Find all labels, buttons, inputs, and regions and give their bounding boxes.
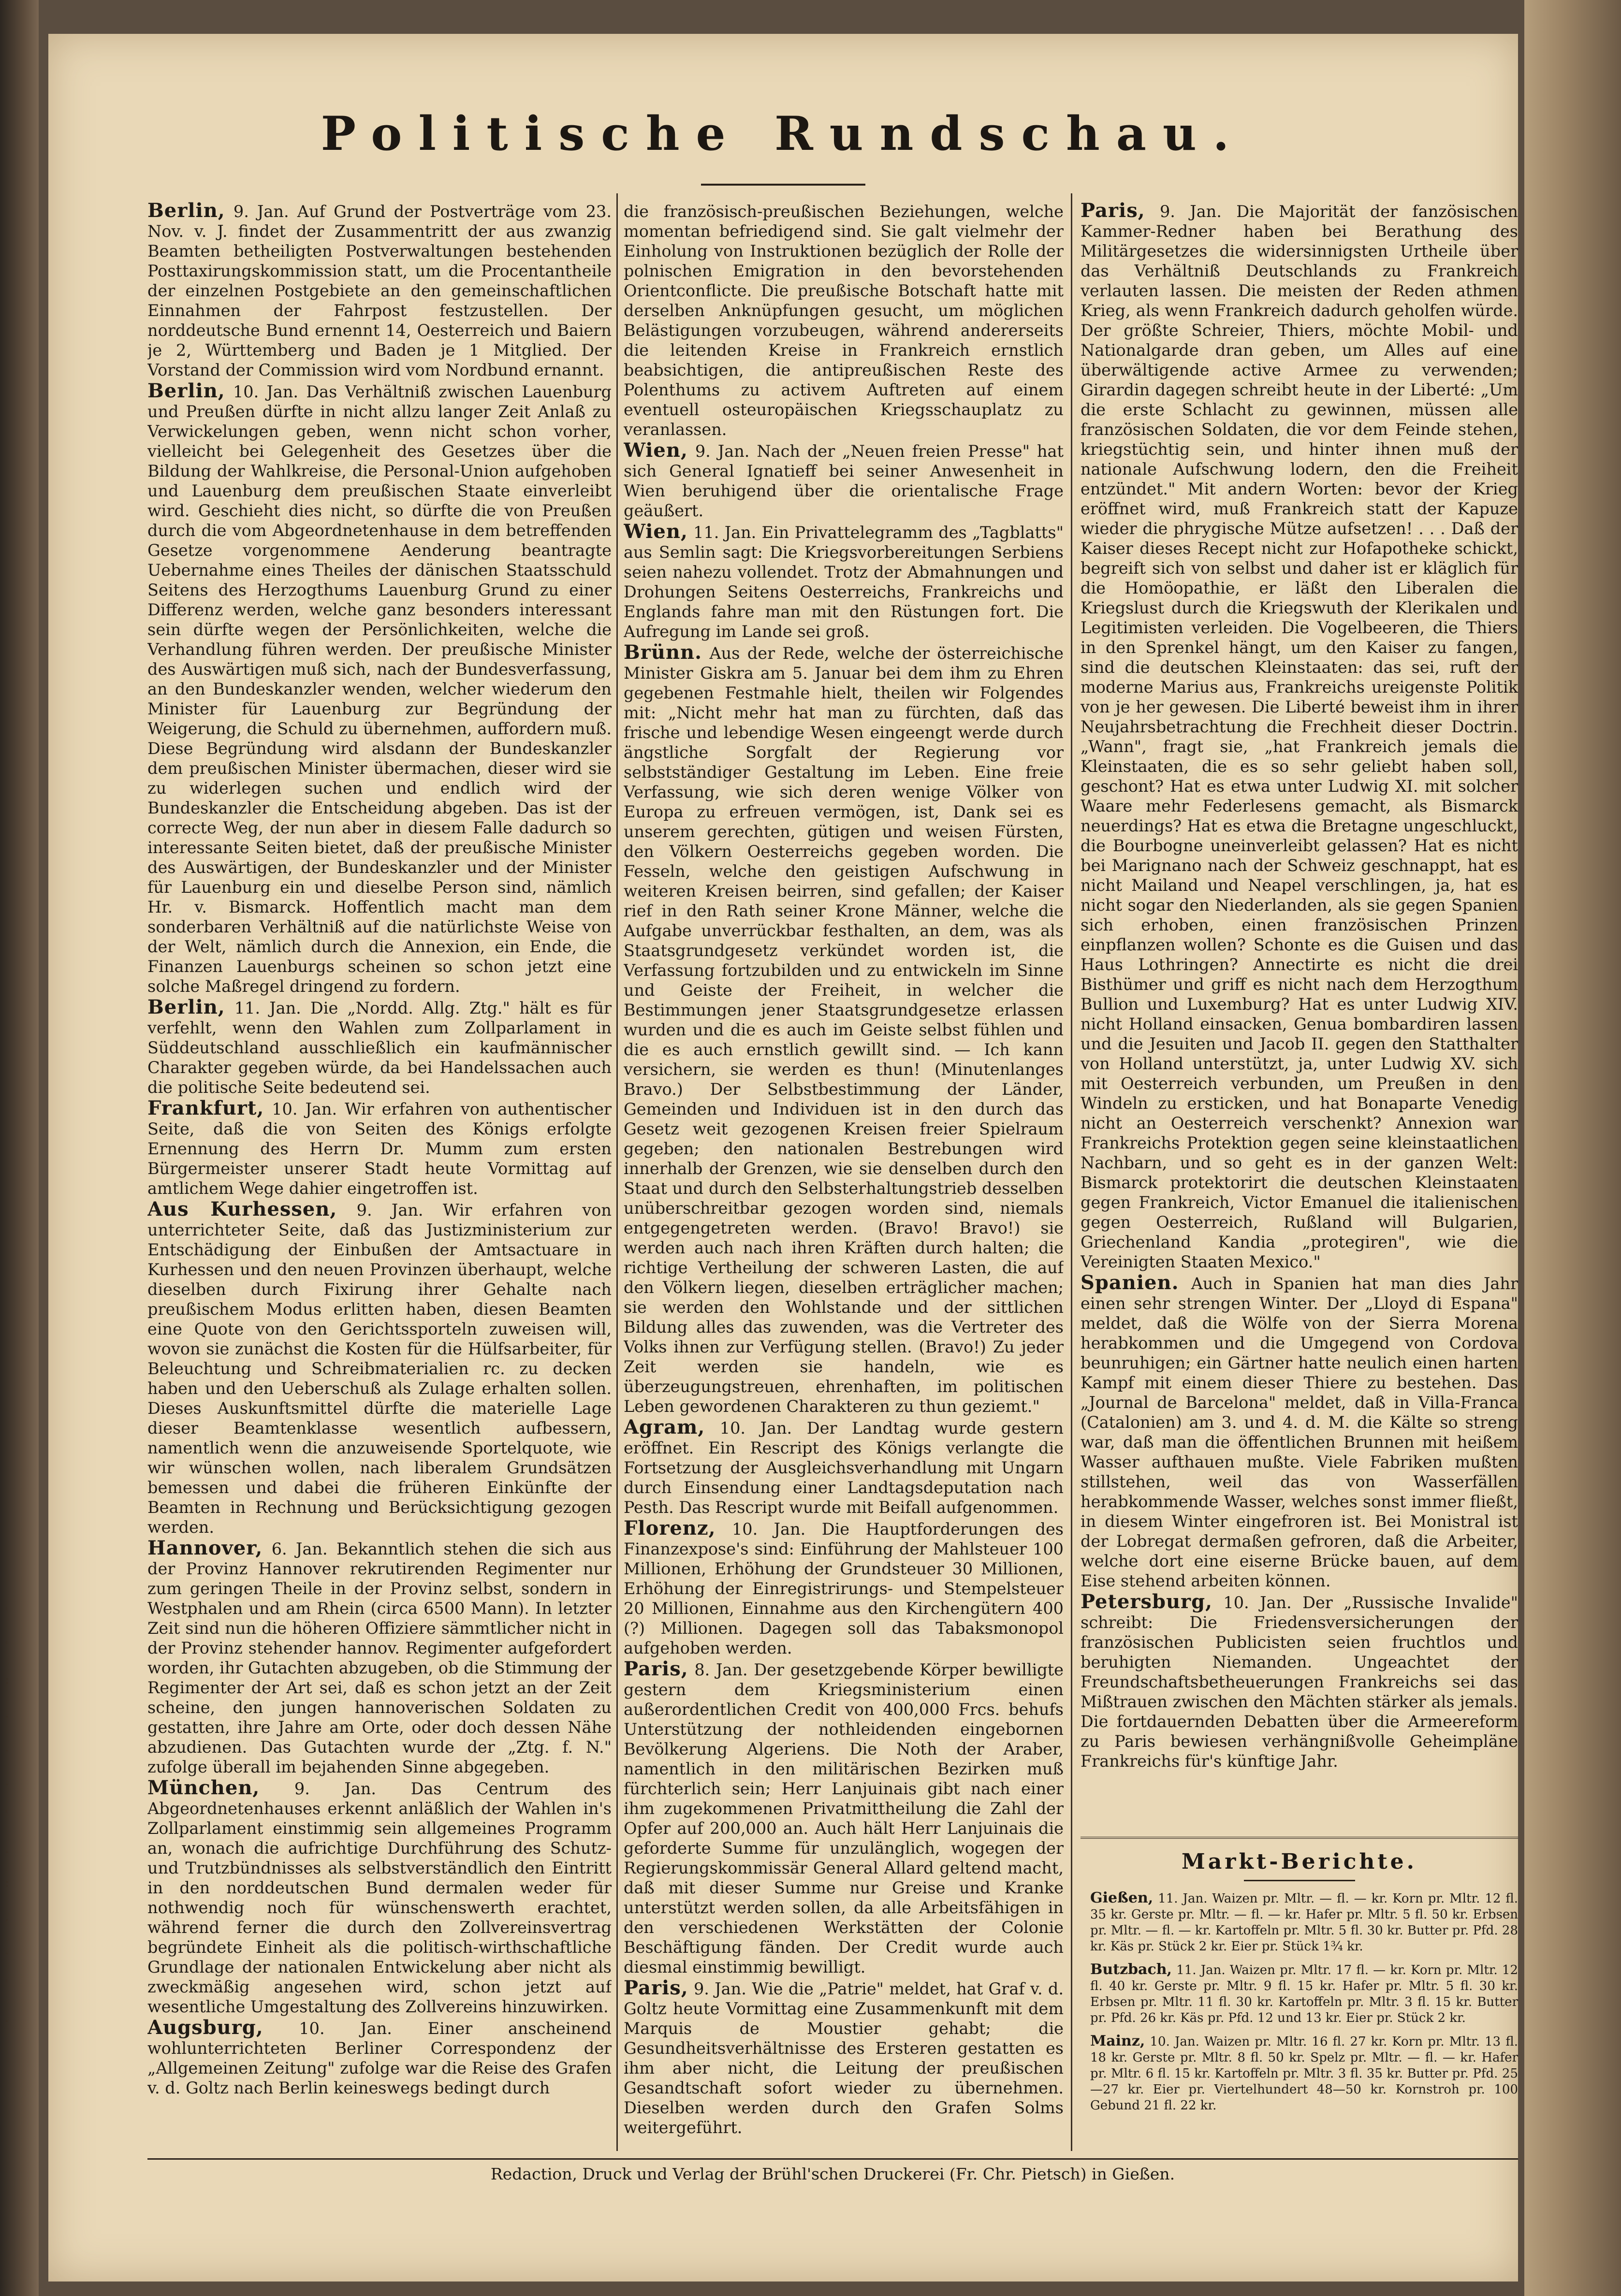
dateline: Spanien. <box>1081 1271 1179 1294</box>
news-item <box>624 522 1064 641</box>
dateline: Augsburg, <box>147 2016 263 2039</box>
scan-edge-left <box>0 0 39 2296</box>
news-text: 9. Jan. Nach der „Neuen freien Presse" hat sich General Ignatieff bei seiner Anwesenheit in Wien beruhigend über die orientalische Frage geäußert. <box>624 442 1064 520</box>
dateline: Florenz, <box>624 1517 716 1540</box>
news-item <box>1081 201 1518 1272</box>
news-text: 10. Jan. Einer anscheinend wohlunterrichteten Berliner Correspondenz der „Allgemeinen Zeitung" zufolge war die Reise des Grafen v. d. Goltz nach Berlin keineswegs bedingt durch <box>147 2019 612 2097</box>
dateline: Brünn. <box>624 641 702 664</box>
news-text: 10. Jan. Der Landtag wurde gestern eröffnet. Ein Rescript des Königs verlangte die Fortsetzung der Ausgleichsverhandlung mit Ungarn durch Einsendung einer Landtagsdeputation nach Pesth. Das Rescript wurde mit Beifall aufgenommen. <box>624 1419 1064 1517</box>
news-text: die französisch-preußischen Beziehungen, welche momentan befriedigend sind. Sie galt vielmehr der Einholung von Instruktionen bezüglich der Rolle der polnischen Emigration in den bevorstehenden Orientconflicte. Die preußische Botschaft hatte mit derselben Anknüpfungen gesucht, um möglichen Belästigungen vorzubeugen, während andererseits die leitenden Kreise in Frankreich ernstlich beabsichtigen, die antipreußischen Reste des Polenthums zu activem Auftreten auf einem eventuell osteuropäischen Kriegsschauplatz zu veranlassen. <box>624 202 1064 439</box>
news-item <box>147 1199 612 1537</box>
news-text: 10. Jan. Der „Russische Invalide" schreibt: Die Friedensversicherungen der französischen Publicisten seien fruchtlos und beruhigten Niemanden. Ungeachtet der Freundschaftsbetheuerungen Frankreichs sei das Mißtrauen zwischen den Mächten stärker als jemals. Die fortdauernden Debatten über die Armeereform zu Paris bewiesen verhängnißvolle Geheimpläne Frankreichs für's künftige Jahr. <box>1081 1593 1518 1771</box>
column-1 <box>147 201 612 2149</box>
dateline: Paris, <box>624 1976 688 1999</box>
news-text: 8. Jan. Der gesetzgebende Körper bewilligte gestern dem Kriegsministerium einen außerordentlichen Credit von 400,000 Frcs. behufs Unterstützung der nothleidenden eingebornen Bevölkerung Algeriens. Die Noth der Araber, namentlich in den militärischen Bezirken muß fürchterlich sein; Herr Lanjuinais gibt nach einer ihm zugekommenen Privatmittheilung die Zahl der Opfer auf 200,000 an. Auch hält Herr Lanjuinais die geforderte Summe für unzulänglich, wogegen der Regierungskommissär General Allard geltend macht, daß mit dieser Summe nur Greise und Kranke unterstützt werden sollen, da alle Arbeitsfähigen in den verschiedenen Werkstätten der Colonie Beschäftigung fänden. Der Credit wurde auch diesmal einstimmig bewilligt. <box>624 1660 1064 1976</box>
market-reports-title: Markt-Berichte. <box>1182 1849 1417 1874</box>
masthead <box>48 106 1518 189</box>
news-text: 11. Jan. Die „Nordd. Allg. Ztg." hält es für verfehlt, wenn den Wahlen zum Zollparlament in Süddeutschland ausschließlich ein kaufmännischer Charakter gegeben würde, da bei Handelssachen auch die politische Seite bedeutend sei. <box>147 999 612 1097</box>
news-text: 10. Jan. Wir erfahren von authentischer Seite, daß die von Seiten des Königs erfolgte Ernennung des Herrn Dr. Mumm zum ersten Bürgermeister unserer Stadt heute Vormittag auf amtlichem Wege dahier eingetroffen ist. <box>147 1100 612 1198</box>
news-item <box>147 1538 612 1777</box>
market-report <box>1081 1890 1518 1955</box>
news-text: 9. Jan. Das Centrum des Abgeordnetenhauses erkennt anläßlich der Wahlen in's Zollparlament einstimmig sein allgemeines Programm an, wonach die aufrichtige Durchführung des Schutz- und Trutzbündnisses als selbstverständlich den Eintritt in den norddeutschen Bund dermalen weder für nothwendig noch für wünschenswerth erachtet, während ferner die durch den Zollvereinsvertrag begründete Einheit als die politisch-wirthschaftliche Grundlage der nationalen Entwickelung aber nicht als zweckmäßig angesehen wird, schon jetzt auf wesentliche Umgestaltung des Zollvereins hinzuwirken. <box>147 1779 612 2016</box>
news-item <box>1081 1592 1518 1771</box>
dateline: Paris, <box>624 1657 688 1680</box>
market-prices: 11. Jan. Waizen pr. Mltr. — fl. — kr. Korn pr. Mltr. 12 fl. 35 kr. Gerste pr. Mltr. — fl. — kr. Hafer pr. Mltr. 5 fl. 50 kr. Erbsen pr. Mltr. — fl. — kr. Kartoffeln pr. Mltr. 5 fl. 30 kr. Butter pr. Pfd. 28 kr. Käs pr. Stück 2 kr. Eier pr. Stück 1¾ kr. <box>1090 1891 1518 1954</box>
market-prices: 10. Jan. Waizen pr. Mltr. 16 fl. 27 kr. Korn pr. Mltr. 13 fl. 18 kr. Gerste pr. Mltr. 8 fl. 50 kr. Spelz pr. Mltr. — fl. — kr. Hafer pr. Mltr. 6 fl. 15 kr. Kartoffeln pr. Mltr. 3 fl. 35 kr. Butter pr. Pfd. 25—27 kr. Eier pr. Viertelhundert 48—50 kr. Kornstroh pr. 100 Gebund 21 fl. 22 kr. <box>1090 2034 1518 2113</box>
news-item <box>624 440 1064 521</box>
imprint: Redaction, Druck und Verlag der Brühl'schen Druckerei (Fr. Chr. Pietsch) in Gießen. <box>490 2165 1175 2183</box>
market-report <box>1081 1962 1518 2026</box>
dateline: Petersburg, <box>1081 1590 1212 1613</box>
dateline: München, <box>147 1776 260 1799</box>
dateline: Wien, <box>624 520 688 543</box>
market-city: Butzbach, <box>1090 1961 1172 1978</box>
news-text: 6. Jan. Bekanntlich stehen die sich aus der Provinz Hannover rekrutirenden Regimenter nur zum geringen Theile in der Provinz selbst, sondern in Westphalen und am Rhein (circa 6500 Mann). In letzter Zeit sind nun die höheren Offiziere sämmtlicher nicht in der Provinz stehender hannov. Regimenter aufgefordert worden, ihr Gutachten abzugeben, ob die Stimmung der Regimenter der Art sei, daß es schon jetzt an der Zeit scheine, den jungen hannoverischen Soldaten zu gestatten, ihre Jahre am Orte, oder doch dessen Nähe abzudienen. Das Gutachten wurde der „Ztg. f. N." zufolge überall im bejahenden Sinne abgegeben. <box>147 1540 612 1776</box>
news-text: 10. Jan. Das Verhältniß zwischen Lauenburg und Preußen dürfte in nicht allzu langer Zeit Anlaß zu Verwickelungen geben, wenn nicht schon vorher, vielleicht bei Gelegenheit des Gesetzes über die Bildung der Wahlkreise, die Personal-Union aufgehoben und Lauenburg dem preußischen Staate einverleibt wird. Geschieht dies nicht, so dürfte die von Preußen durch die vom Abgeordnetenhause in dem betreffenden Gesetze vorgenommene Aenderung beantragte Uebernahme eines Theiles der dänischen Staatsschuld Seitens des Herzogthums Lauenburg Grund zu einer Differenz werden, welche ganz besonders interessant sein dürfte wegen der Persönlichkeiten, welche die Verhandlung führen werden. Der preußische Minister des Auswärtigen muß sich, nach der Bundesverfassung, an den Bundeskanzler wenden, welcher wiederum den Minister für Lauenburg zur Begründung der Weigerung, die Schuld zu übernehmen, auffordern muß. Diese Begründung wird alsdann der Bundeskanzler dem preußischen Minister übermachen, dieser wird sie zu widerlegen suchen und endlich wird der Bundeskanzler die Entscheidung abgeben. Das ist der correcte Weg, der nun aber in diesem Falle dadurch so interessante Seiten bietet, daß der preußische Minister des Auswärtigen, der Bundeskanzler und der Minister für Lauenburg ein und dieselbe Person sind, nämlich Hr. v. Bismarck. Hoffentlich macht man dem sonderbaren Verhältniß auf die natürlichste Weise von der Welt, nämlich durch die Annexion, ein Ende, die Finanzen Lauenburgs scheinen so schon jetzt eine solche Maßregel dringend zu fordern. <box>147 382 612 996</box>
news-item <box>624 1659 1064 1977</box>
news-item <box>624 642 1064 1416</box>
market-reports <box>1081 1837 1518 2151</box>
news-item <box>147 2018 612 2098</box>
news-item <box>624 1978 1064 2137</box>
market-city: Mainz, <box>1090 2033 1145 2049</box>
dateline: Agram, <box>624 1416 705 1439</box>
news-item <box>147 997 612 1097</box>
title-rule <box>701 184 865 186</box>
dateline: Aus Kurhessen, <box>147 1198 337 1221</box>
news-text: 10. Jan. Die Hauptforderungen des Finanzexpose's sind: Einführung der Mahlsteuer 100 Millionen, Erhöhung der Grundsteuer 30 Millionen, Erhöhung der Einregistrirungs- und Stempelsteuer 20 Millionen, Einnahme aus den Kirchengütern 400 (?) Millionen. Dagegen soll das Tabaksmonopol aufgehoben werden. <box>624 1520 1064 1657</box>
news-text: Auch in Spanien hat man dies Jahr einen sehr strengen Winter. Der „Lloyd di Espana" meldet, daß die Wölfe von der Sierra Morena herabkommen und die Umgegend von Cordova beunruhigen; ein Gärtner hatte neulich einen harten Kampf mit einem dieser Thiere zu bestehen. Das „Journal de Barcelona" meldet, daß in Villa-Franca (Catalonien) am 3. und 4. d. M. die Kälte so streng war, daß man die öffentlichen Brunnen mit heißem Wasser aufthauen mußte. Viele Fabriken mußten stillstehen, weil das von Wasserfällen herabkommende Wasser, welches sonst immer fließt, in diesem Winter eingefroren ist. Bei Monistral ist der Lobregat dermaßen gefroren, daß die Arbeiter, welche dort eine eiserne Brücke bauen, auf dem Eise stehend arbeiten können. <box>1081 1274 1518 1590</box>
news-text: 11. Jan. Ein Privattelegramm des „Tagblatts" aus Semlin sagt: Die Kriegsvorbereitungen Serbiens seien nahezu vollendet. Trotz der Abmahnungen und Drohungen Seitens Oesterreichs, Frankreichs und Englands fahre man mit den Rüstungen fort. Die Aufregung im Lande sei groß. <box>624 523 1064 641</box>
news-item <box>147 381 612 996</box>
market-city: Gießen, <box>1090 1889 1154 1906</box>
news-text: 9. Jan. Wir erfahren von unterrichteter Seite, daß das Justizministerium zur Entschädigung der Einbußen der Amtsactuare in Kurhessen und den neuen Provinzen überhaupt, welche dieselben durch Fixirung ihrer Gehalte nach preußischem Modus erlitten haben, diesen Beamten eine Quote von den Gerichtssporteln zuweisen will, wovon sie zunächst die Kosten für die Hülfsarbeiter, für Beleuchtung und Schreibmaterialien rc. zu decken haben und den Ueberschuß als Zulage erhalten sollen. Dieses Auskunftsmittel dürfte die materielle Lage dieser Beamtenklasse wesentlich aufbessern, namentlich wenn die anzuweisende Sportelquote, wie wir wünschen wollen, nach liberalem Grundsätzen bemessen und dabei die früheren Einkünfte der Beamten in Rechnung und Berücksichtigung gezogen werden. <box>147 1201 612 1537</box>
market-prices: 11. Jan. Waizen pr. Mltr. 17 fl. — kr. Korn pr. Mltr. 12 fl. 40 kr. Gerste pr. Mltr. 9 fl. 15 kr. Hafer pr. Mltr. 5 fl. 30 kr. Erbsen pr. Mltr. 11 fl. 30 kr. Kartoffeln pr. Mltr. 3 fl. 15 kr. Butter pr. Pfd. 26 kr. Käs pr. Pfd. 12 und 13 kr. Eier pr. Stück 2 kr. <box>1090 1963 1518 2025</box>
news-item <box>147 1778 612 2017</box>
dateline: Berlin, <box>147 996 225 1018</box>
market-report <box>1081 2033 1518 2114</box>
news-item <box>147 1098 612 1198</box>
dateline: Wien, <box>624 439 688 462</box>
dateline: Berlin, <box>147 379 225 402</box>
news-item <box>624 201 1064 439</box>
news-text: 9. Jan. Auf Grund der Postverträge vom 23. Nov. v. J. findet der Zusammentritt der aus zwanzig Beamten betheiligten Postverwaltungen bestehenden Posttaxirungskommission statt, um die Procentantheile der einzelnen Postgebiete an den gemeinschaftlichen Einnahmen der Fahrpost festzustellen. Der norddeutsche Bund ernennt 14, Oesterreich und Baiern je 2, Württemberg und Baden je 1 Mitglied. Der Vorstand der Commission wird vom Nordbund ernannt. <box>147 202 612 379</box>
dateline: Hannover, <box>147 1537 263 1559</box>
column-divider <box>1071 193 1072 2151</box>
footer-rule <box>147 2158 1518 2160</box>
column-2 <box>624 201 1064 2149</box>
news-item <box>624 1417 1064 1517</box>
news-item <box>624 1518 1064 1658</box>
column-divider <box>616 193 618 2151</box>
binding-marks: ' ' : . . . ' . : , . ' . <box>5 1605 9 2025</box>
market-title-rule <box>1244 1880 1355 1881</box>
dateline: Berlin, <box>147 201 225 222</box>
news-item <box>1081 1273 1518 1591</box>
news-text: 9. Jan. Wie die „Patrie" meldet, hat Graf v. d. Goltz heute Vormittag eine Zusammenkunft mit dem Marquis de Moustier gehabt; die Gesundheitsverhältnisse des Ersteren gestatten es ihm aber nicht, die Leitung der preußischen Gesandtschaft sofort wieder zu übernehmen. Dieselben werden durch den Grafen Solms weitergeführt. <box>624 1979 1064 2137</box>
news-item <box>147 201 612 380</box>
dateline: Paris, <box>1081 201 1145 222</box>
dateline: Frankfurt, <box>147 1097 264 1119</box>
news-text: Aus der Rede, welche der österreichische Minister Giskra am 5. Januar bei dem ihm zu Ehren gegebenen Festmahle hielt, theilen wir Folgendes mit: „Nicht mehr hat man zu fürchten, daß das frische und lebendige Wesen eingeengt werde durch ängstliche Sorgfalt der Regierung vor selbstständiger Gestaltung im Leben. Eine freie Verfassung, wie sich deren wenige Völker von Europa zu erfreuen vermögen, ist, Dank sei es unserem gerechten, gütigen und weisen Fürsten, den Völkern Oesterreichs gegeben worden. Die Fesseln, welche den geistigen Aufschwung in weiteren Kreisen beirren, sind gefallen; der Kaiser rief in den Rath seiner Krone Männer, welche die Aufgabe unverrückbar festhalten, an dem, was als Staatsgrundgesetz verkündet worden ist, die Verfassung fortzubilden und zu entwickeln im Sinne und Geiste der Freiheit, in welcher die Bestimmungen jener Staatsgrundgesetze erlassen wurden und die es auch im Geiste selbst fühlen und die es auch ernstlich gewillt sind. — Ich kann versichern, sie werden es thun! (Minutenlanges Bravo.) Der Selbstbestimmung der Länder, Gemeinden und Individuen ist in den durch das Gesetz weit gezogenen Kreisen freier Spielraum gegeben; den nationalen Bestrebungen wird innerhalb der Grenzen, wie sie denselben durch den Staat und durch den Selbsterhaltungstrieb desselben unüberschreitbar gezogen worden sind, niemals entgegengetreten werden. (Bravo! Bravo!) sie werden auch nach ihren Kräften durch halten; die richtige Vertheilung der schweren Lasten, die auf den Völkern liegen, dieselben erträglicher machen; sie werden den Wohlstande und der sittlichen Bildung alles das zuwenden, was die Vertreter des Volks ihnen zur Verfügung stellen. (Bravo!) Zu jeder Zeit werden sie handeln, wie es überzeugungstreuen, ehrenhaften, im politischen Leben gewordenen Charakteren zu thun geziemt." <box>624 644 1064 1416</box>
news-text: 9. Jan. Die Majorität der fanzösischen Kammer-Redner haben bei Berathung des Militärgesetzes die widersinnigsten Urtheile über das Verhältniß Deutschlands zu Frankreich verlauten lassen. Die meisten der Reden athmen Krieg, als wenn Frankreich dadurch geholfen würde. Der größte Schreier, Thiers, möchte Mobil- und Nationalgarde dran geben, um Alles auf eine überwältigende active Armee zu verwenden; Girardin dagegen schreibt heute in der Liberté: „Um die erste Schlacht zu gewinnen, müssen alle französischen Soldaten, die vor dem Feinde stehen, kriegstüchtig sein, und hinter ihnen muß der nationale Aufschwung lodern, den die Freiheit entzündet." Mit andern Worten: bevor der Krieg eröffnet wird, muß Frankreich statt der Kapuze wieder die phrygische Mütze aufsetzen! . . . Daß der Kaiser dieses Recept nicht zur Hofapotheke schickt, begreift sich von selbst und daher ist er kläglich für die Homöopathie, er läßt den Liberalen die Kriegslust durch die Kriegswuth der Klerikalen und Legitimisten verleiden. Die Vogelbeeren, die Thiers in den Sprenkel hängt, um den Kaiser zu fangen, sind die deutschen Kleinstaaten: das sei, ruft der moderne Marius aus, Frankreichs ureigenste Politik von je her gewesen. Die Liberté beweist ihm in ihrer Neujahrsbetrachtung die Frechheit dieser Doctrin. „Wann", fragt sie, „hat Frankreich jemals die Kleinstaaten, die es so sehr geliebt haben soll, geschont? Hat es etwa unter Ludwig XI. mit solcher Waare mehr Federlesens gemacht, als Bismarck neuerdings? Hat es etwa die Bretagne ungeschluckt, die Bourbogne uneinverleibt gelassen? Hat es nicht bei Marignano nach der Schweiz geschnappt, hat es nicht Mailand und Neapel verschlingen, ja, hat es nicht sogar den Niederlanden, als sie gegen Spanien sich erhoben, einen französischen Prinzen einpflanzen wollen? Schonte es die Guisen und das Haus Lothringen? Annectirte es nicht die drei Bisthümer und griff es nicht nach dem Herzogthum Bullion und Luxemburg? Hat es unter Ludwig XIV. nicht Holland einsacken, Genua bombardiren lassen und die Jesuiten und Jacob II. gegen den Statthalter von Holland unterstützt, ja, unter Ludwig XV. sich mit Oesterreich verbunden, um Preußen in den Windeln zu ersticken, und hat Bonaparte Venedig nicht an Oesterreich verschenkt? Annexion war Frankreichs Protektion gegen seine kleinstaatlichen Nachbarn, und so geht es in der ganzen Welt: Bismarck protektorirt die deutschen Kleinstaaten gegen Frankreich, Victor Emanuel die italienischen gegen Oesterreich, Rußland will Bulgarien, Griechenland Kandia „protegiren", wie die Vereinigten Staaten Mexico." <box>1081 202 1518 1271</box>
page-title: Politische Rundschau. <box>321 106 1246 161</box>
scan-edge-right <box>1524 0 1621 2296</box>
newspaper-page <box>48 34 1518 2281</box>
